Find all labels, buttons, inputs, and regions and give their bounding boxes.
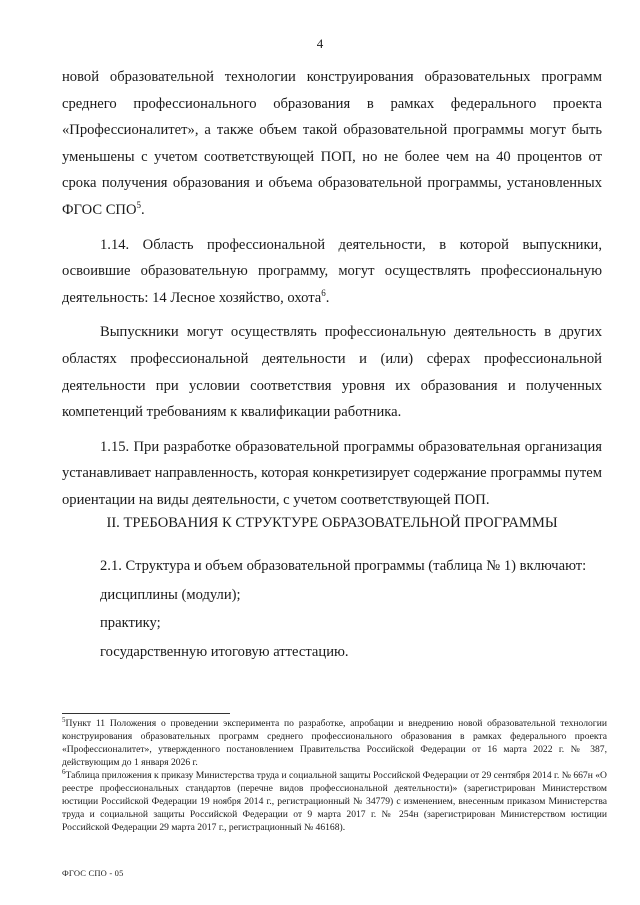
body-text	[62, 64, 602, 514]
footnote-number: 6	[62, 767, 66, 776]
footnote-divider	[62, 713, 230, 714]
footnote-number: 5	[62, 715, 66, 724]
paragraph-text: новой образовательной технологии конструирования образовательных программ среднего профессионального образования в рамках федерального проекта «Профессионалитет», а также объем такой образовательной программы могут быть уменьшены с учетом соответствующей ПОП, но не более чем на 40 процентов от срока получения образования и объема образовательной программы, установленных ФГОС СПО	[62, 69, 602, 218]
list-intro: 2.1. Структура и объем образовательной программы (таблица № 1) включают:	[100, 558, 587, 574]
paragraph-1-15: 1.15. При разработке образовательной программы образовательная организация устанавливает направленность, которая конкретизирует содержание программы путем ориентации на виды деятельности, с учетом соответствующей ПОП.	[62, 438, 602, 508]
list-item: дисциплины (модули);	[100, 586, 241, 603]
structure-list	[100, 552, 600, 666]
footer-code: ФГОС СПО - 05	[62, 868, 124, 878]
list-item: практику;	[100, 615, 161, 631]
footnote-5	[62, 717, 607, 769]
footnote-6	[62, 769, 607, 834]
list-item: государственную итоговую аттестацию.	[100, 643, 349, 660]
paragraph-text: 1.14. Область профессиональной деятельности, в которой выпускники, освоившие образовательную программу, могут осуществлять профессиональную деятельность: 14 Лесное хозяйство, охота	[62, 236, 602, 306]
page-number: 4	[316, 36, 324, 51]
paragraph-1-14: 1.14. Область профессиональной деятельности, в которой выпускники, освоившие образовательную программу, могут осуществлять профессиональную деятельность: 14 Лесное хозяйство, охота$^6$.	[62, 236, 602, 306]
footnote-ref-5[interactable]: 5	[136, 200, 142, 211]
section-heading: II. ТРЕБОВАНИЯ К СТРУКТУРЕ ОБРАЗОВАТЕЛЬНОЙ ПРОГРАММЫ	[106, 515, 558, 531]
footnote-text: Пункт 11 Положения о проведении эксперимента по разработке, апробации и внедрению новой образовательной технологии конструирования образовательных программ среднего профессионального образования в рамках федерального проекта «Профессионалитет», утвержденного постановлением Правительства Российской Федерации от 16 марта 2022 г. № 387, действующим до 1 января 2026 г.	[62, 718, 607, 768]
footnote-ref-6[interactable]: 6	[321, 287, 326, 298]
paragraph-continuation: новой образовательной технологии конструирования образовательных программ среднего профессионального образования в рамках федерального проекта «Профессионалитет», а также объем такой образовательной программы могут быть уменьшены с учетом соответствующей ПОП, но не более чем на 40 процентов от срока получения образования и объема образовательной программы, установленных ФГОС СПО$^5$.	[62, 69, 602, 218]
footnote-text: Таблица приложения к приказу Министерства труда и социальной защиты Российской Федерации от 29 сентября 2014 г. № 667н «О реестре профессиональных стандартов (перечне видов профессиональной деятельности)» (зарегистрирован Министерством юстиции Российской Федерации 19 ноября 2014 г., регистрационный № 34779) с изменением, внесенным приказом Министерства труда и социальной защиты Российской Федерации от 9 марта 2017 г. № 254н (зарегистрирован Министерством юстиции Российской Федерации 29 марта 2017 г., регистрационный № 46168).	[62, 770, 607, 833]
paragraph-graduates: Выпускники могут осуществлять профессиональную деятельность в других областях профессиональной деятельности и (или) сферах профессиональной деятельности при условии соответствия уровня их образования и полученных компетенций требованиям к квалификации работника.	[62, 324, 602, 421]
footnotes	[62, 717, 607, 834]
